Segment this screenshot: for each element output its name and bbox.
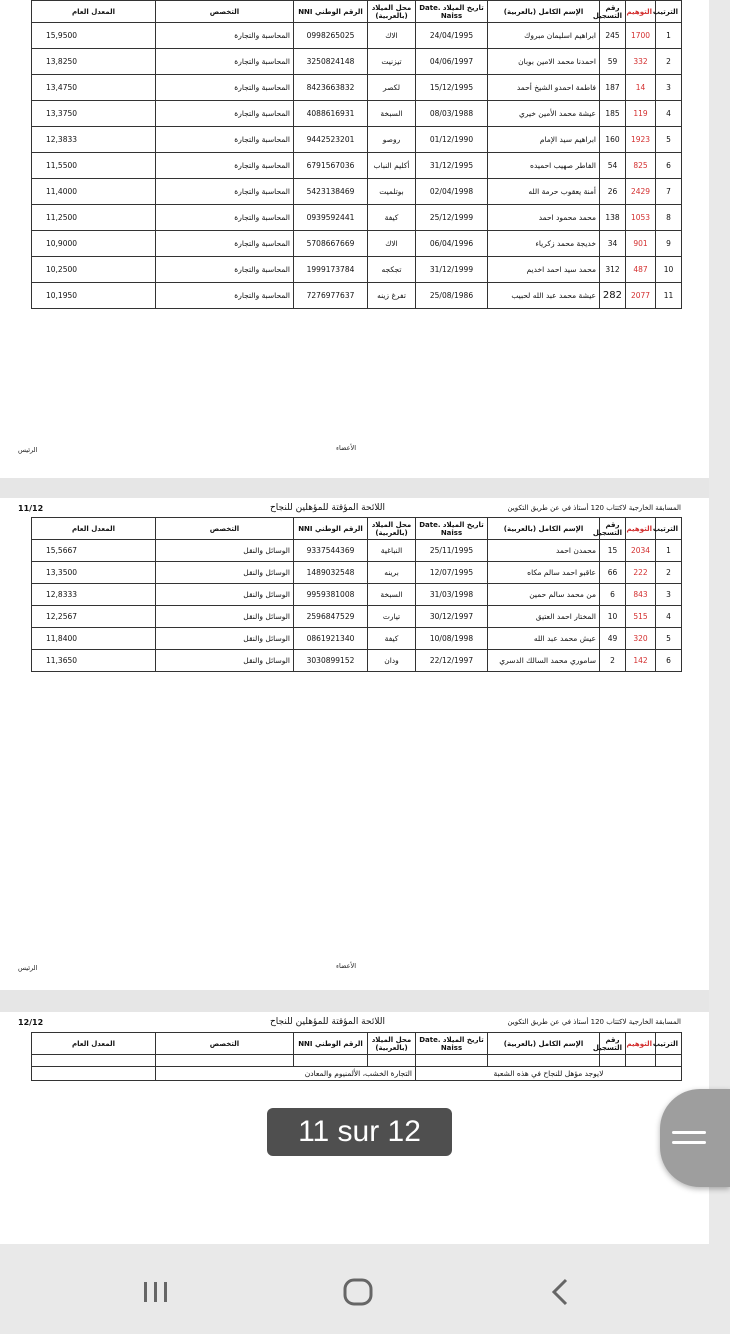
table-row	[32, 101, 682, 127]
pdf-page-11	[0, 498, 709, 990]
average-cell: 13,8250	[32, 49, 156, 75]
average-cell: 11,3650	[32, 650, 156, 672]
birth-place-cell: أكليم النباب	[368, 153, 416, 179]
page-header	[10, 1018, 681, 1030]
name-cell: محمد سيد احمد اخديم	[488, 257, 600, 283]
specialty-cell: المحاسبة والتجارة	[156, 153, 294, 179]
reg-no-cell: 282	[600, 283, 626, 309]
handle-line-bottom	[672, 1141, 706, 1144]
reg-no-cell: 160	[600, 127, 626, 153]
table-row	[32, 1055, 682, 1067]
header-specialty: التخصص	[156, 518, 294, 540]
specialty-cell: المحاسبة والتجارة	[156, 283, 294, 309]
birth-place-cell: بوتلميت	[368, 179, 416, 205]
competition-subtitle: المسابقة الخارجية لاكتتاب 120 أستاذ في عن طريق التكوين	[507, 504, 681, 512]
back-icon	[530, 1272, 590, 1312]
reg-no-cell: 245	[600, 23, 626, 49]
header-birth-date: تاريخ الميلاد .Date Naiss	[416, 518, 488, 540]
birth-place-cell: كيفة	[368, 628, 416, 650]
rank-cell: 1	[656, 23, 682, 49]
header-full-name: الإسم الكامل (بالعربية)	[488, 518, 600, 540]
birth-date-cell: 24/04/1995	[416, 23, 488, 49]
birth-date-cell: 15/12/1995	[416, 75, 488, 101]
reg-no-cell: 312	[600, 257, 626, 283]
specialty-cell: المحاسبة والتجارة	[156, 49, 294, 75]
score-cell: 320	[626, 628, 656, 650]
header-reg-no: رقم التسجيل	[600, 518, 626, 540]
birth-place-cell: النباغية	[368, 540, 416, 562]
table-row	[32, 75, 682, 101]
birth-date-cell: 31/03/1998	[416, 584, 488, 606]
nni-cell: 2596847529	[294, 606, 368, 628]
nni-cell: 9442523201	[294, 127, 368, 153]
score-cell: 142	[626, 650, 656, 672]
birth-date-cell: 10/08/1998	[416, 628, 488, 650]
average-cell: 13,4750	[32, 75, 156, 101]
birth-date-cell: 25/11/1995	[416, 540, 488, 562]
name-cell: عاقبو احمد سالم مكاه	[488, 562, 600, 584]
specialty-cell: المحاسبة والتجارة	[156, 231, 294, 257]
birth-date-cell: 08/03/1988	[416, 101, 488, 127]
members-label: الأعضاء	[336, 962, 357, 970]
average-cell: 12,3833	[32, 127, 156, 153]
list-title: اللائحة المؤقتة للمؤهلين للنجاح	[270, 503, 385, 513]
reg-no-cell: 138	[600, 205, 626, 231]
table-row	[32, 650, 682, 672]
members-label: الأعضاء	[336, 444, 357, 452]
no-candidates-note: لايوجد مؤهل للنجاح في هذه الشعبة	[416, 1067, 682, 1081]
name-cell: محمد محمود احمد	[488, 205, 600, 231]
header-score: التوهيم	[626, 1033, 656, 1055]
table-header-row	[32, 518, 682, 540]
page-number: 11/12	[18, 504, 44, 513]
birth-place-cell: ودان	[368, 650, 416, 672]
rank-cell: 3	[656, 584, 682, 606]
score-cell: 14	[626, 75, 656, 101]
nni-cell: 3250824148	[294, 49, 368, 75]
average-cell: 10,9000	[32, 231, 156, 257]
table-row	[32, 49, 682, 75]
nni-cell: 5708667669	[294, 231, 368, 257]
specialty-cell: المحاسبة والتجارة	[156, 101, 294, 127]
name-cell: احمدنا محمد الامين بوبان	[488, 49, 600, 75]
handle-line-top	[672, 1131, 706, 1134]
birth-place-cell: برينه	[368, 562, 416, 584]
birth-date-cell: 31/12/1995	[416, 153, 488, 179]
header-reg-no: رقم التسجيل	[600, 1033, 626, 1055]
birth-place-cell: تيزنيت	[368, 49, 416, 75]
score-cell: 843	[626, 584, 656, 606]
header-average: المعدل العام	[32, 1, 156, 23]
rank-cell: 5	[656, 127, 682, 153]
birth-place-cell: السبخة	[368, 584, 416, 606]
specialty-cell: المحاسبة والتجارة	[156, 179, 294, 205]
name-cell: عيش محمد عبد الله	[488, 628, 600, 650]
header-rank: الترتيب	[656, 1033, 682, 1055]
rank-cell: 6	[656, 153, 682, 179]
birth-date-cell: 02/04/1998	[416, 179, 488, 205]
birth-place-cell: لكصر	[368, 75, 416, 101]
nni-cell: 8423663832	[294, 75, 368, 101]
page-separator	[0, 990, 709, 1012]
nni-cell: 5423138469	[294, 179, 368, 205]
reg-no-cell: 54	[600, 153, 626, 179]
score-cell: 825	[626, 153, 656, 179]
birth-date-cell: 31/12/1999	[416, 257, 488, 283]
specialty-cell: الوسائل والنقل	[156, 628, 294, 650]
table-row	[32, 179, 682, 205]
average-cell: 13,3750	[32, 101, 156, 127]
nni-cell: 0939592441	[294, 205, 368, 231]
average-cell: 11,8400	[32, 628, 156, 650]
table-row	[32, 283, 682, 309]
header-score: التوهيم	[626, 1, 656, 23]
reg-no-cell: 187	[600, 75, 626, 101]
specialty-cell: الوسائل والنقل	[156, 606, 294, 628]
specialty-cell: المحاسبة والتجارة	[156, 257, 294, 283]
header-birth-place: محل الميلاد (بالعربية)	[368, 1033, 416, 1055]
header-nni: الرقم الوطني NNI	[294, 518, 368, 540]
name-cell: عيشة محمد عبد الله لحبيب	[488, 283, 600, 309]
nni-cell: 9959381008	[294, 584, 368, 606]
score-cell: 901	[626, 231, 656, 257]
table-header-row	[32, 1033, 682, 1055]
header-nni: الرقم الوطني NNI	[294, 1033, 368, 1055]
average-cell: 15,5667	[32, 540, 156, 562]
nni-cell: 3030899152	[294, 650, 368, 672]
rank-cell: 1	[656, 540, 682, 562]
table-header-row	[32, 1, 682, 23]
birth-place-cell: تجكجه	[368, 257, 416, 283]
page-header	[10, 504, 681, 516]
nni-cell: 1999173784	[294, 257, 368, 283]
header-birth-place: محل الميلاد (بالعربية)	[368, 1, 416, 23]
rank-cell: 7	[656, 179, 682, 205]
table-row	[32, 257, 682, 283]
header-score: التوهيم	[626, 518, 656, 540]
birth-place-cell: الاك	[368, 23, 416, 49]
table-row	[32, 205, 682, 231]
back-button[interactable]	[530, 1272, 590, 1312]
pdf-page-10	[0, 0, 709, 478]
score-cell: 515	[626, 606, 656, 628]
average-cell: 12,8333	[32, 584, 156, 606]
reg-no-cell: 2	[600, 650, 626, 672]
header-nni: الرقم الوطني NNI	[294, 1, 368, 23]
header-birth-place: محل الميلاد (بالعربية)	[368, 518, 416, 540]
average-cell: 13,3500	[32, 562, 156, 584]
birth-date-cell: 01/12/1990	[416, 127, 488, 153]
list-title: اللائحة المؤقتة للمؤهلين للنجاح	[270, 1017, 385, 1027]
name-cell: عيشة محمد الأمين خيري	[488, 101, 600, 127]
average-cell: 11,5500	[32, 153, 156, 179]
rank-cell: 4	[656, 606, 682, 628]
average-cell: 10,1950	[32, 283, 156, 309]
score-cell: 487	[626, 257, 656, 283]
name-cell: ابراهيم اسليمان مبروك	[488, 23, 600, 49]
birth-date-cell: 06/04/1996	[416, 231, 488, 257]
table-row	[32, 153, 682, 179]
name-cell: خديجة محمد زكرياء	[488, 231, 600, 257]
page-number: 12/12	[18, 1018, 44, 1027]
name-cell: الفاطر صهيب احميده	[488, 153, 600, 179]
system-navigation-bar	[0, 1244, 709, 1334]
reg-no-cell: 34	[600, 231, 626, 257]
results-table-page-10	[31, 0, 682, 309]
score-cell: 222	[626, 562, 656, 584]
table-row	[32, 584, 682, 606]
specialty-cell: الوسائل والنقل	[156, 540, 294, 562]
rank-cell: 10	[656, 257, 682, 283]
birth-place-cell: تيارت	[368, 606, 416, 628]
specialty-cell: المحاسبة والتجارة	[156, 75, 294, 101]
specialty-cell: الوسائل والنقل	[156, 562, 294, 584]
birth-date-cell: 04/06/1997	[416, 49, 488, 75]
page-separator	[0, 478, 709, 498]
rank-cell: 4	[656, 101, 682, 127]
president-label: الرئيس	[18, 446, 38, 454]
header-full-name: الإسم الكامل (بالعربية)	[488, 1, 600, 23]
birth-date-cell: 12/07/1995	[416, 562, 488, 584]
reg-no-cell: 15	[600, 540, 626, 562]
name-cell: أمنة يعقوب حرمة الله	[488, 179, 600, 205]
score-cell: 2077	[626, 283, 656, 309]
average-cell: 11,4000	[32, 179, 156, 205]
name-cell: فاطمة احمدو الشيخ أحمد	[488, 75, 600, 101]
header-full-name: الإسم الكامل (بالعربية)	[488, 1033, 600, 1055]
birth-date-cell: 25/12/1999	[416, 205, 488, 231]
specialty-cell: الوسائل والنقل	[156, 650, 294, 672]
specialty-cell: المحاسبة والتجارة	[156, 23, 294, 49]
header-rank: الترتيب	[656, 1, 682, 23]
header-birth-date: تاريخ الميلاد .Date Naiss	[416, 1, 488, 23]
header-average: المعدل العام	[32, 1033, 156, 1055]
name-cell: ساموري محمد السالك الدسري	[488, 650, 600, 672]
specialty-cell: الوسائل والنقل	[156, 584, 294, 606]
reg-no-cell: 66	[600, 562, 626, 584]
score-cell: 332	[626, 49, 656, 75]
reg-no-cell: 26	[600, 179, 626, 205]
recent-apps-icon	[126, 1272, 186, 1312]
birth-date-cell: 25/08/1986	[416, 283, 488, 309]
results-table-page-12	[31, 1032, 682, 1081]
table-row	[32, 540, 682, 562]
table-row	[32, 127, 682, 153]
average-cell: 10,2500	[32, 257, 156, 283]
score-cell: 2429	[626, 179, 656, 205]
scroll-handle[interactable]	[660, 1089, 730, 1187]
birth-place-cell: الاك	[368, 231, 416, 257]
header-specialty: التخصص	[156, 1, 294, 23]
reg-no-cell: 59	[600, 49, 626, 75]
reg-no-cell: 6	[600, 584, 626, 606]
rank-cell: 8	[656, 205, 682, 231]
score-cell: 119	[626, 101, 656, 127]
average-cell: 15,9500	[32, 23, 156, 49]
recent-apps-button[interactable]	[126, 1272, 186, 1312]
president-label: الرئيس	[18, 964, 38, 972]
birth-place-cell: السبخة	[368, 101, 416, 127]
birth-date-cell: 30/12/1997	[416, 606, 488, 628]
nni-cell: 6791567036	[294, 153, 368, 179]
birth-place-cell: روصو	[368, 127, 416, 153]
score-cell: 1700	[626, 23, 656, 49]
header-rank: الترتيب	[656, 518, 682, 540]
table-row	[32, 23, 682, 49]
rank-cell: 2	[656, 562, 682, 584]
specialty-cell: التجارة الخشب، الألمنيوم والمعادن	[156, 1067, 416, 1081]
birth-date-cell: 22/12/1997	[416, 650, 488, 672]
name-cell: ابراهيم سيد الإمام	[488, 127, 600, 153]
reg-no-cell: 10	[600, 606, 626, 628]
rank-cell: 6	[656, 650, 682, 672]
table-row	[32, 1067, 682, 1081]
reg-no-cell: 49	[600, 628, 626, 650]
average-cell: 12,2567	[32, 606, 156, 628]
specialty-cell: المحاسبة والتجارة	[156, 127, 294, 153]
average-cell: 11,2500	[32, 205, 156, 231]
score-cell: 1923	[626, 127, 656, 153]
nni-cell: 0998265025	[294, 23, 368, 49]
table-row	[32, 562, 682, 584]
birth-place-cell: كيفة	[368, 205, 416, 231]
nni-cell: 9337544369	[294, 540, 368, 562]
name-cell: المختار احمد العتيق	[488, 606, 600, 628]
score-cell: 2034	[626, 540, 656, 562]
nni-cell: 0861921340	[294, 628, 368, 650]
name-cell: من محمد سالم حمين	[488, 584, 600, 606]
birth-place-cell: تفرغ زينه	[368, 283, 416, 309]
nni-cell: 1489032548	[294, 562, 368, 584]
nni-cell: 4088616931	[294, 101, 368, 127]
header-average: المعدل العام	[32, 518, 156, 540]
table-row	[32, 628, 682, 650]
name-cell: محمدن احمد	[488, 540, 600, 562]
rank-cell: 9	[656, 231, 682, 257]
rank-cell: 3	[656, 75, 682, 101]
nni-cell: 7276977637	[294, 283, 368, 309]
reg-no-cell: 185	[600, 101, 626, 127]
header-specialty: التخصص	[156, 1033, 294, 1055]
rank-cell: 2	[656, 49, 682, 75]
page-indicator: 11 sur 12	[267, 1108, 452, 1156]
home-button[interactable]	[328, 1272, 388, 1312]
table-row	[32, 231, 682, 257]
specialty-cell: المحاسبة والتجارة	[156, 205, 294, 231]
rank-cell: 11	[656, 283, 682, 309]
header-birth-date: تاريخ الميلاد .Date Naiss	[416, 1033, 488, 1055]
score-cell: 1053	[626, 205, 656, 231]
results-table-page-11	[31, 517, 682, 672]
table-row	[32, 606, 682, 628]
home-icon	[328, 1272, 388, 1312]
competition-subtitle: المسابقة الخارجية لاكتتاب 120 أستاذ في عن طريق التكوين	[507, 1018, 681, 1026]
rank-cell: 5	[656, 628, 682, 650]
header-reg-no: رقم التسجيل	[600, 1, 626, 23]
